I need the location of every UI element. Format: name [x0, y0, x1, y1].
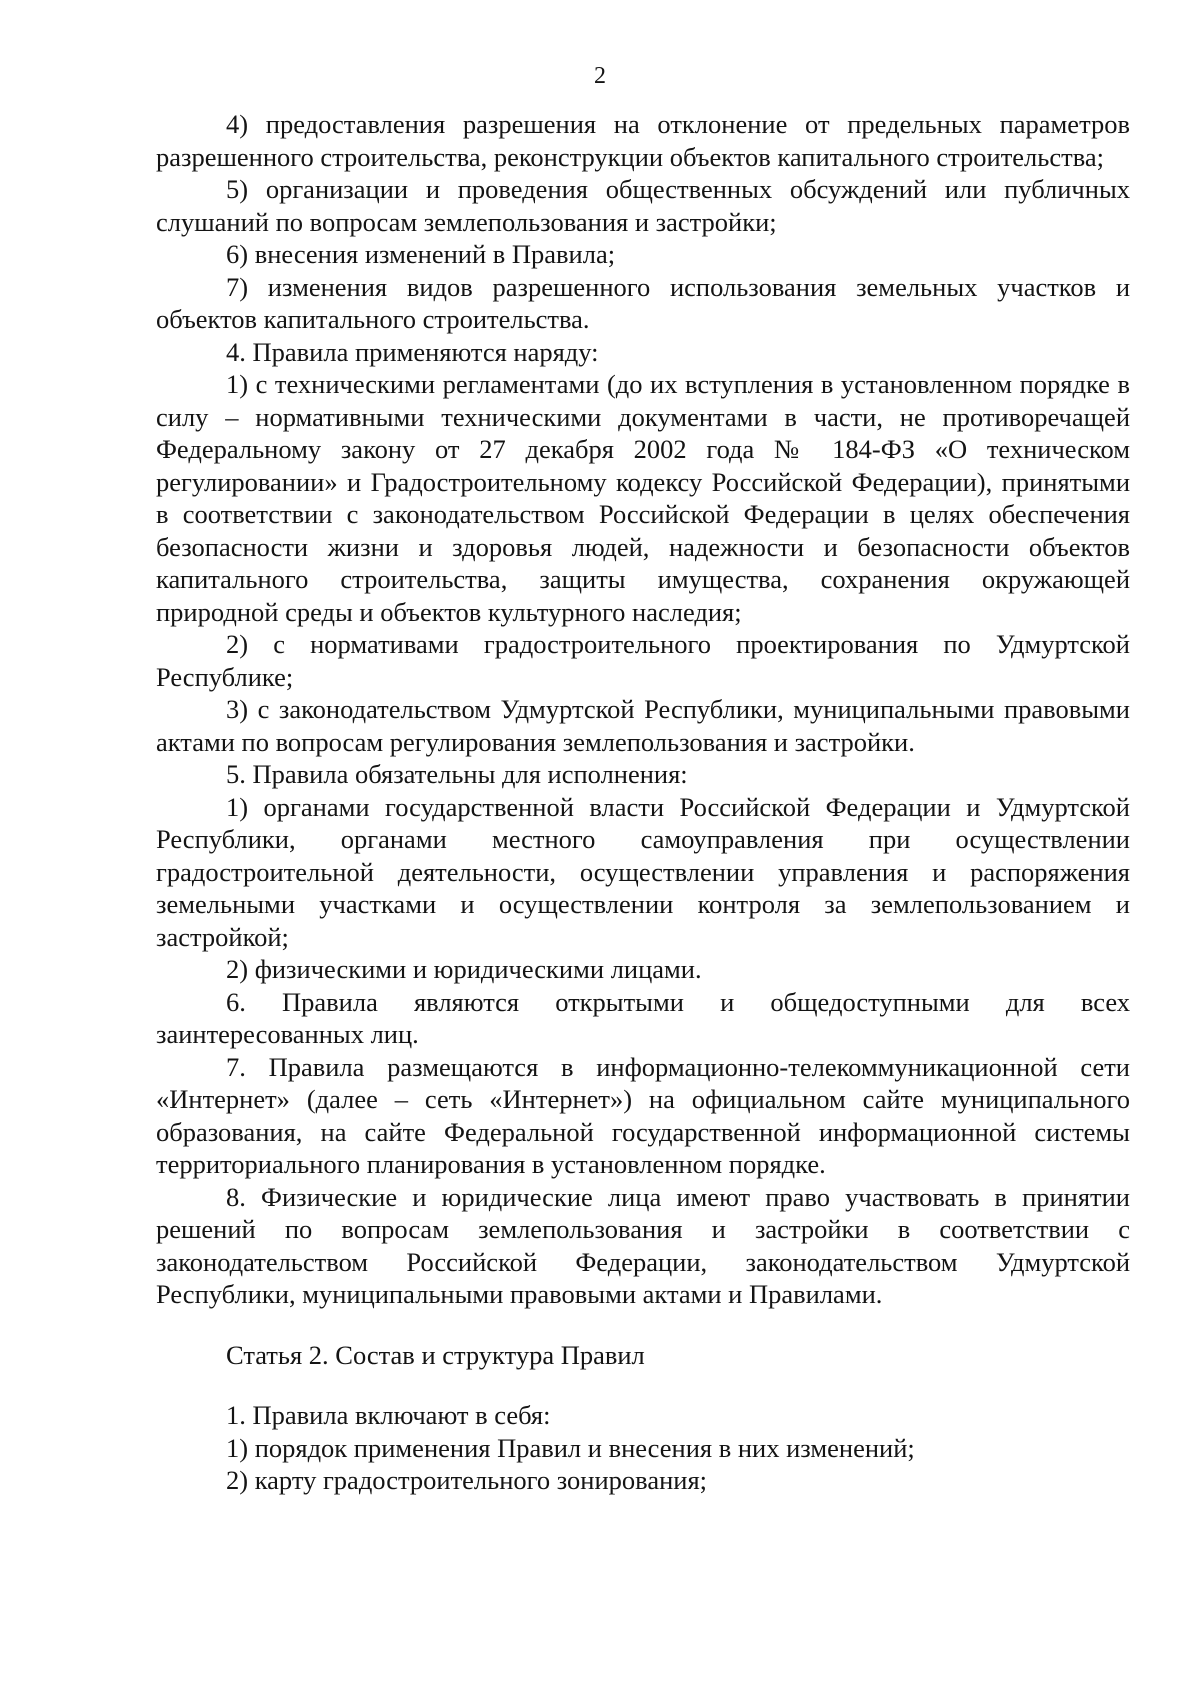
spacer: [156, 1371, 1130, 1399]
paragraph: 2) физическими и юридическими лицами.: [226, 954, 702, 984]
paragraph: 6) внесения изменений в Правила;: [226, 239, 616, 269]
paragraph: 5) организации и проведения общественных обсуждений или публичных слушаний по вопросам землепользования и застройки;: [156, 174, 1130, 237]
spacer: [156, 1311, 1130, 1339]
paragraph: 2) карту градостроительного зонирования;: [226, 1465, 707, 1495]
paragraph: 8. Физические и юридические лица имеют право участвовать в принятии решений по вопросам землепользования и застройки в соответствии с законодательством Российской Федерации, законодательством Удмуртской Республики, муниципальными правовыми актами и Правилами.: [156, 1181, 1130, 1309]
paragraph: 2) с нормативами градостроительного проектирования по Удмуртской Республике;: [156, 629, 1130, 692]
paragraph: 1) порядок применения Правил и внесения в них изменений;: [226, 1432, 915, 1463]
paragraph: 1) органами государственной власти Российской Федерации и Удмуртской Республики, органами местного самоуправления при осуществлении градостроительной деятельности, осуществлении управления и распоряжения земельными участками и осуществлении контроля за землепользованием и застройкой;: [156, 791, 1130, 952]
paragraph: 5. Правила обязательны для исполнения:: [226, 759, 688, 789]
paragraph: 4) предоставления разрешения на отклонение от предельных параметров разрешенного строительства, реконструкции объектов капитального строительства;: [156, 109, 1130, 172]
paragraph: 7. Правила размещаются в информационно-телекоммуникационной сети «Интернет» (далее – сеть «Интернет») на официальном сайте муниципального образования, на сайте Федеральной государственной информационной системы территориального планирования в установленном порядке.: [156, 1051, 1130, 1179]
paragraph: 4. Правила применяются наряду:: [226, 336, 599, 367]
page-number: 2: [594, 63, 606, 89]
paragraphs-top: [156, 108, 1130, 1311]
paragraph: 3) с законодательством Удмуртской Республики, муниципальными правовыми актами по вопросам регулирования землепользования и застройки.: [156, 694, 1130, 757]
paragraphs-bottom: [156, 1399, 1130, 1497]
paragraph: 1) с техническими регламентами (до их вступления в установленном порядке в силу – нормативными техническими документами в части, не противоречащей Федеральному закону от 27 декабря 2002 года № 184-ФЗ «О техническом регулировании» и Градостроительному кодексу Российской Федерации), принятыми в соответствии с законодательством Российской Федерации в целях обеспечения безопасности жизни и здоровья людей, надежности и безопасности объектов капитального строительства, защиты имущества, сохранения окружающей природной среды и объектов культурного наследия;: [156, 369, 1130, 627]
document-body: [156, 108, 1130, 1497]
paragraph: 1. Правила включают в себя:: [226, 1400, 551, 1430]
article-heading: Статья 2. Состав и структура Правил: [226, 1339, 645, 1370]
paragraph: 6. Правила являются открытыми и общедоступными для всех заинтересованных лиц.: [156, 986, 1130, 1049]
paragraph: 7) изменения видов разрешенного использования земельных участков и объектов капитального строительства.: [156, 271, 1130, 334]
